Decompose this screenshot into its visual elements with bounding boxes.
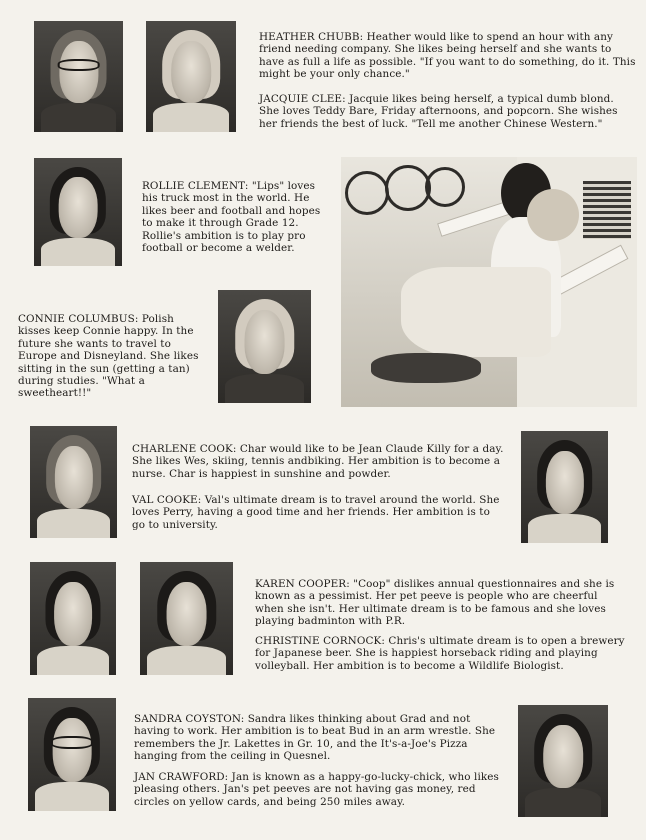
bio-jacquie-clee: JACQUIE CLEE: Jacquie likes being herself, a typical dumb blond. She loves Teddy Bare, Friday afternoons, and popcorn. She wishes her friends the best of luck. "Tell me another Chinese Western.": [259, 93, 618, 130]
portrait-jacquie-clee: [146, 21, 236, 132]
portrait-sandra-coyston: [28, 698, 116, 811]
bio-sandra-coyston: SANDRA COYSTON: Sandra likes thinking about Grad and not having to work. Her ambition is to beat Bud in an arm wrestle. She remembers the Jr. Lakettes in Gr. 10, and the It's-a-Joe's Pizza hanging from the ceiling in Quesnel.: [134, 713, 496, 763]
portrait-val-cooke: [521, 431, 608, 543]
bio-connie-columbus: CONNIE COLUMBUS: Polish kisses keep Connie happy. In the future she wants to travel to Europe and Disneyland. She likes sitting in the sun (getting a tan) during studies. "What a sweetheart!!": [18, 313, 199, 400]
bio-rollie-clement: ROLLIE CLEMENT: "Lips" loves his truck most in the world. He likes beer and football and hopes to make it through Grade 12. Rollie's ambition is to play pro football or become a welder.: [142, 180, 321, 255]
bio-christine-cornock: CHRISTINE CORNOCK: Chris's ultimate dream is to open a brewery for Japanese beer. She is happiest horseback riding and playing volleyball. Her ambition is to become a Wildlife Biologist.: [255, 635, 625, 672]
portrait-heather-chubb: [34, 21, 123, 132]
portrait-connie-columbus: [218, 290, 311, 403]
bio-karen-cooper: KAREN COOPER: "Coop" dislikes annual questionnaires and she is known as a pessimist. Her pet peeve is people who are cheerful when she isn't. Her ultimate dream is to be famous and she loves playing badminton with P.R.: [255, 578, 615, 628]
bio-charlene-cook: CHARLENE COOK: Char would like to be Jean Claude Killy for a day. She likes Wes, skiing, tennis andbiking. Her ambition is to become a nurse. Char is happiest in sunshine and powder.: [132, 443, 504, 480]
portrait-christine-cornock: [140, 562, 233, 675]
bio-jan-crawford: JAN CRAWFORD: Jan is known as a happy-go-lucky-chick, who likes pleasing others. Jan's pet peeves are not having gas money, red circles on yellow cards, and being 250 miles away.: [134, 771, 499, 808]
portrait-jan-crawford: [518, 705, 608, 817]
portrait-charlene-cook: [30, 426, 117, 538]
bio-val-cooke: VAL COOKE: Val's ultimate dream is to travel around the world. She loves Perry, having a good time and her friends. Her ambition is to go to university.: [132, 494, 500, 531]
portrait-karen-cooper: [30, 562, 116, 675]
wall-vent: [583, 181, 631, 239]
bio-heather-chubb: HEATHER CHUBB: Heather would like to spend an hour with any friend needing company. She likes being herself and she wants to have as full a life as possible. "If you want to do something, do it. This might be your only chance.": [259, 31, 636, 81]
candid-group-photo: [341, 157, 637, 407]
portrait-rollie-clement: [34, 158, 122, 266]
